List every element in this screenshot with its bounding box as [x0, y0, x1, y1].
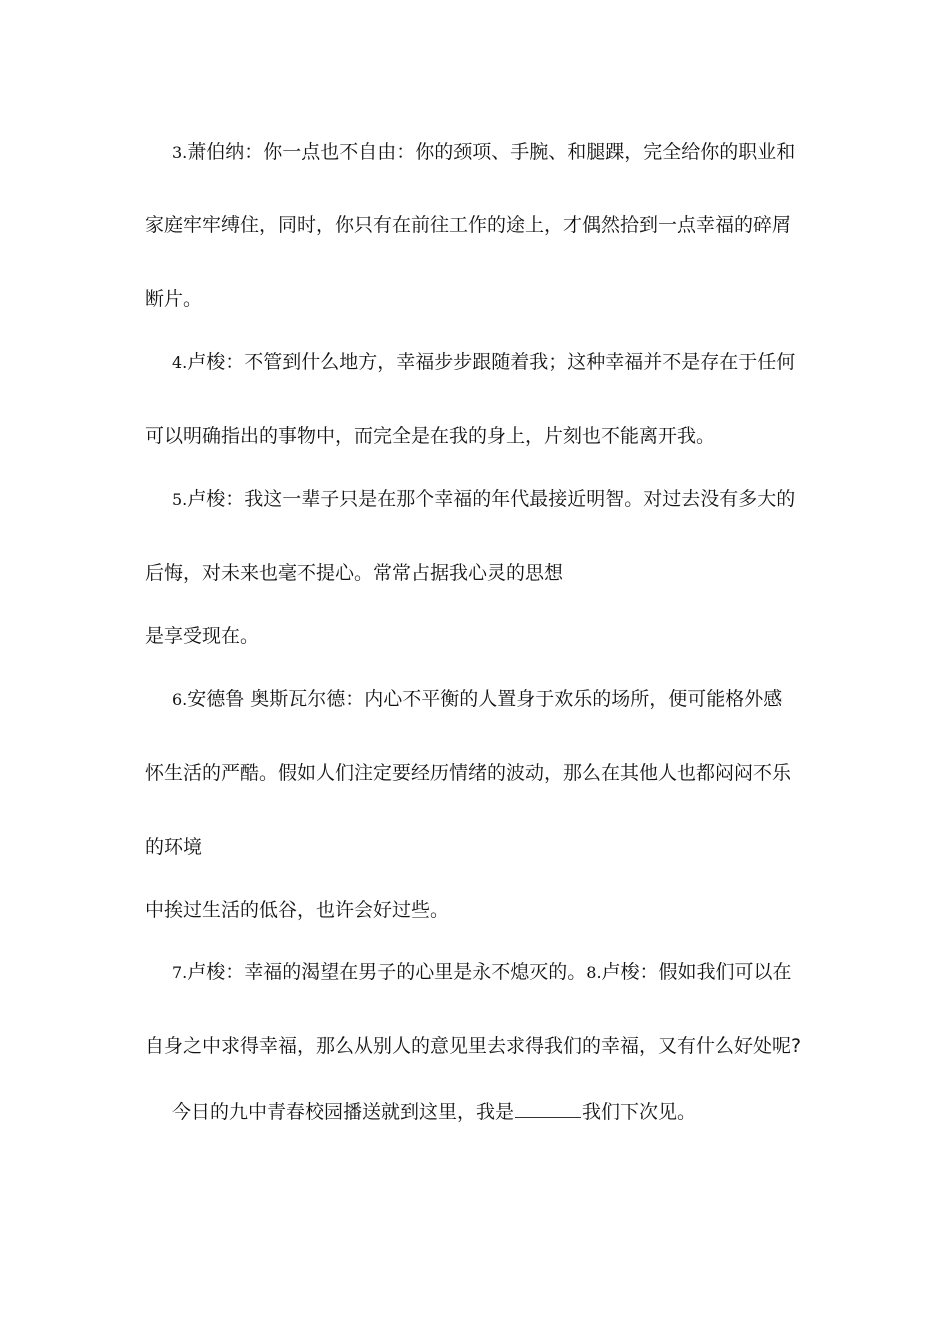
paragraph-5-line-2: 后悔，对未来也毫不提心。常常占据我心灵的思想 — [145, 562, 564, 584]
paragraph-3-line-1 — [172, 140, 795, 165]
paragraph-number: 7. — [172, 963, 188, 982]
paragraph-3-line-2: 家庭牢牢缚住，同时，你只有在前往工作的途上，才偶然拾到一点幸福的碎屑 — [145, 214, 792, 236]
paragraph-8-line-2: 自身之中求得幸福，那么从别人的意见里去求得我们的幸福，又有什么好处呢? — [145, 1035, 802, 1057]
closing-text-end: 我们下次见。 — [582, 1101, 697, 1123]
paragraph-text: 卢梭：不管到什么地方，幸福步步跟随着我；这种幸福并不是存在于任何 — [187, 351, 796, 373]
paragraph-text: 卢梭：我这一辈子只是在那个幸福的年代最接近明智。对过去没有多大的 — [187, 488, 796, 510]
paragraph-4-line-2: 可以明确指出的事物中，而完全是在我的身上，片刻也不能离开我。 — [145, 425, 716, 447]
closing-text: 今日的九中青春校园播送就到这里，我是 — [172, 1101, 515, 1123]
paragraph-4-line-1 — [172, 350, 795, 375]
paragraph-text: 安德鲁 奥斯瓦尔德：内心不平衡的人置身于欢乐的场所，便可能格外感 — [187, 688, 783, 710]
paragraph-3-line-3: 断片。 — [145, 288, 203, 310]
paragraph-text: 卢梭：假如我们可以在 — [601, 961, 792, 983]
paragraph-number: 4. — [172, 353, 188, 372]
paragraph-6-line-1 — [172, 687, 782, 712]
paragraph-5-line-3: 是享受现在。 — [145, 625, 260, 647]
paragraph-5-line-1 — [172, 487, 795, 512]
paragraph-6-line-2: 怀生活的严酷。假如人们注定要经历情绪的波动，那么在其他人也都闷闷不乐 — [145, 762, 792, 784]
paragraph-text: 萧伯纳：你一点也不自由：你的颈项、手腕、和腿踝，完全给你的职业和 — [187, 141, 796, 163]
closing-line — [172, 1099, 696, 1124]
paragraph-6-line-4: 中挨过生活的低谷，也许会好过些。 — [145, 899, 450, 921]
paragraph-text: 卢梭：幸福的渴望在男子的心里是永不熄灭的。 — [187, 961, 587, 983]
paragraph-number: 5. — [172, 490, 188, 509]
paragraph-number: 6. — [172, 690, 188, 709]
paragraph-6-line-3: 的环境 — [145, 836, 203, 858]
paragraph-7-8-line-1 — [172, 960, 792, 985]
paragraph-number: 3. — [172, 143, 188, 162]
paragraph-number: 8. — [586, 963, 602, 982]
name-blank — [515, 1099, 581, 1118]
